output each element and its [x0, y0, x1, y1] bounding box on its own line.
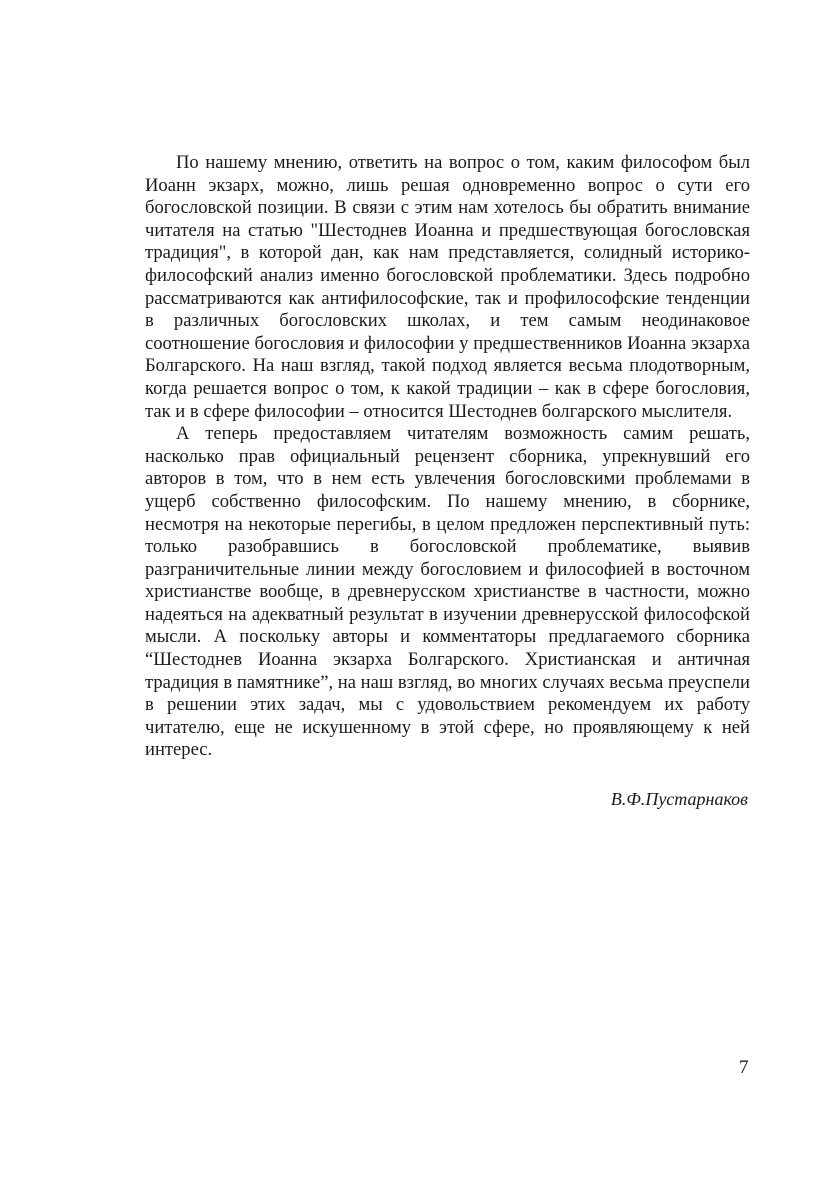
- page-number: 7: [739, 1057, 749, 1078]
- paragraph: А теперь предоставляем читателям возможность самим решать, насколько прав официальный рецензент сборника, упрекнувший его авторов в том, что в нем есть увлечения богословскими проблемами в ущерб собственно философским. По нашему мнению, в сборнике, несмотря на некоторые перегибы, в целом предложен перспективный путь: только разобравшись в богословской проблематике, выявив разграничительные линии между богословием и философией в восточном христианстве вообще, в древнерусском христианстве в частности, можно надеяться на адекватный результат в изучении древнерусской философской мысли. А поскольку авторы и комментаторы предлагаемого сборника “Шестоднев Иоанна экзарха Болгарского. Христианская и античная традиция в памятнике”, на наш взгляд, во многих случаях весьма преуспели в решении этих задач, мы с удовольствием рекомендуем их работу читателю, еще не искушенному в этой сфере, но проявляющему к ней интерес.: [145, 423, 750, 761]
- author-signature: В.Ф.Пустарнаков: [610, 789, 748, 809]
- body-text: [145, 152, 750, 762]
- paragraph: По нашему мнению, ответить на вопрос о том, каким философом был Иоанн экзарх, можно, лишь решая одновременно вопрос о сути его богословской позиции. В связи с этим нам хотелось бы обратить внимание читателя на статью "Шестоднев Иоанна и предшествующая богословская традиция", в которой дан, как нам представляется, солидный историко-философский анализ именно богословской проблематики. Здесь подробно рассматриваются как антифилософские, так и профилософские тенденции в различных богословских школах, и тем самым неодинаковое соотношение богословия и философии у предшественников Иоанна экзарха Болгарского. На наш взгляд, такой подход является весьма плодотворным, когда решается вопрос о том, к какой традиции – как в сфере богословия, так и в сфере философии – относится Шестоднев болгарского мыслителя.: [145, 152, 750, 422]
